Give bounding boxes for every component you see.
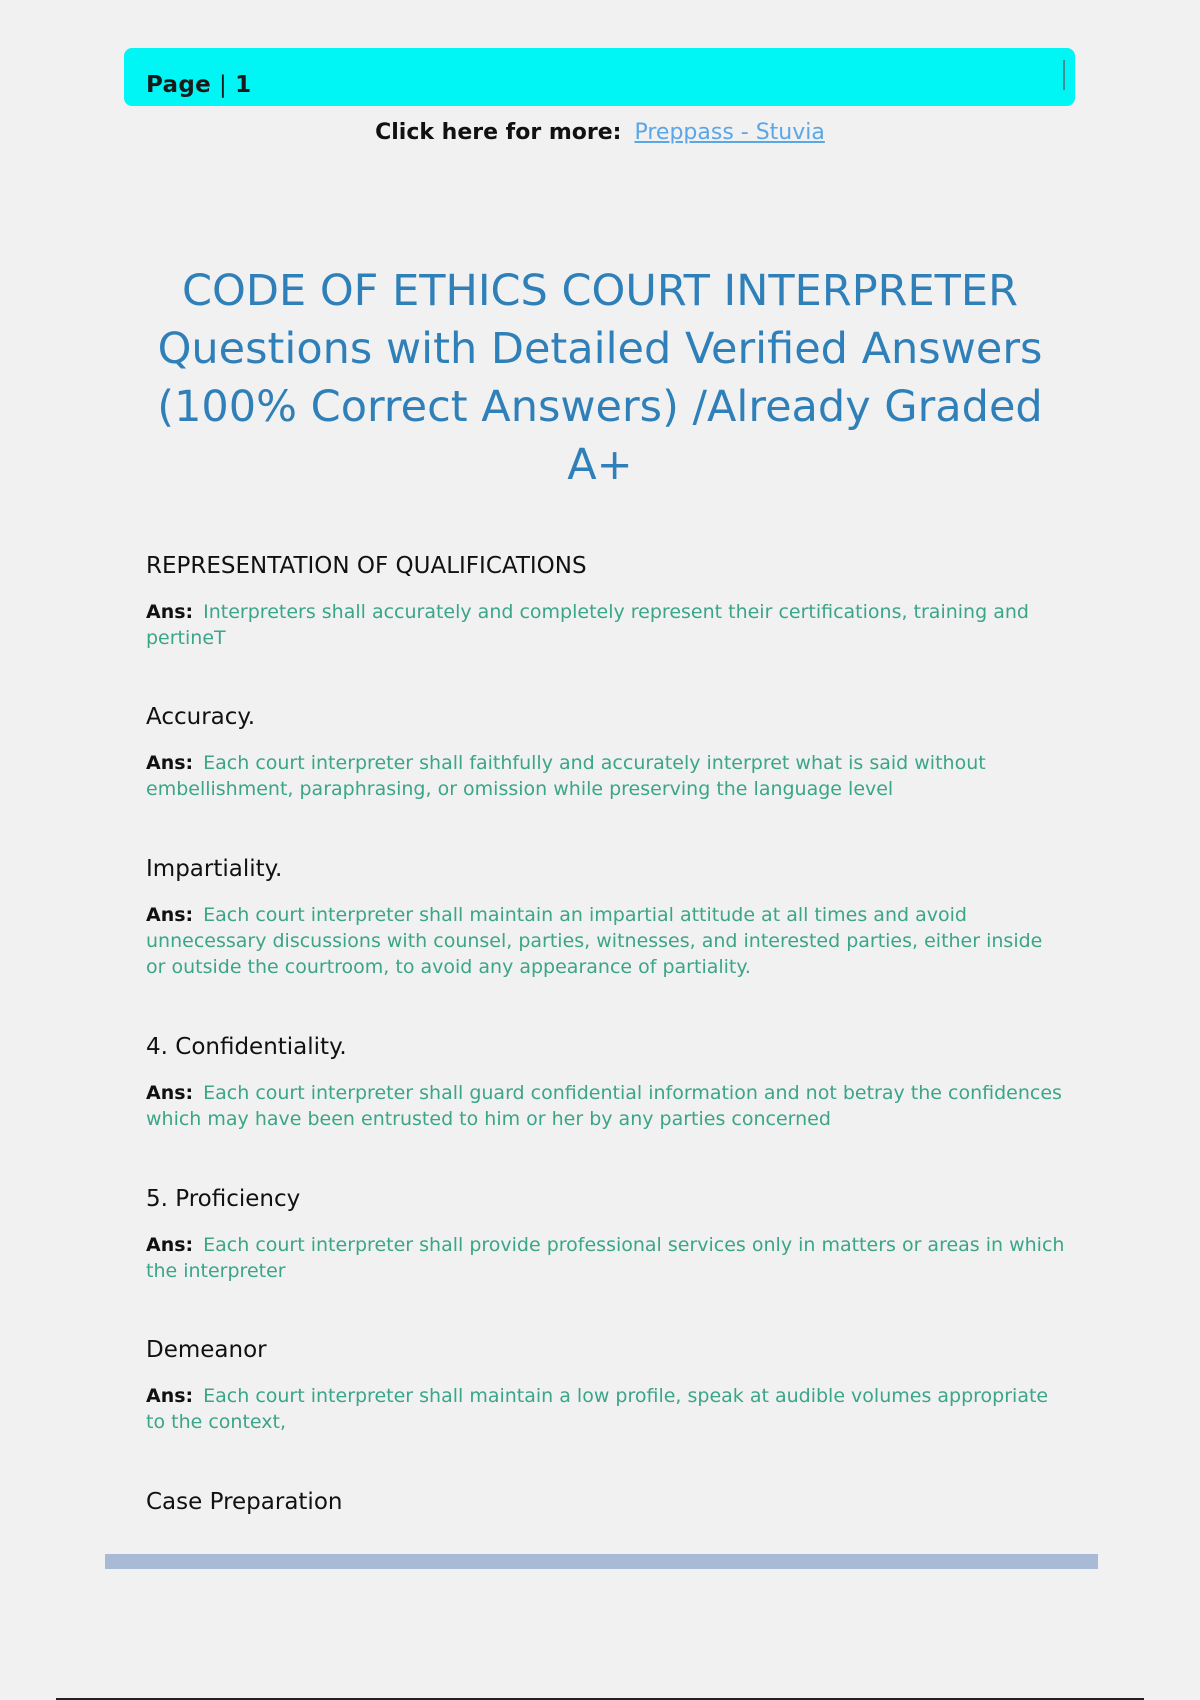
qa-item <box>146 856 1066 980</box>
ans-label: Ans: <box>146 752 194 774</box>
answer <box>146 902 1066 980</box>
question: Case Preparation <box>146 1489 343 1515</box>
ans-label: Ans: <box>146 601 194 623</box>
title-line-2: Questions with Detailed Verified Answers <box>157 324 1043 374</box>
answer-text: Each court interpreter shall maintain a low profile, speak at audible volumes appropriate to the context, <box>146 1385 1049 1433</box>
more-label: Click here for more: <box>375 120 622 145</box>
answer-text: Each court interpreter shall provide professional services only in matters or areas in which the interpreter <box>146 1234 1065 1282</box>
title-line-4: A+ <box>567 440 633 490</box>
answer <box>146 1383 1066 1435</box>
qa-item <box>146 553 1066 651</box>
qa-item <box>146 1186 1066 1284</box>
answer <box>146 1232 1066 1284</box>
answer-text: Interpreters shall accurately and completely represent their certifications, training and pertineT <box>146 601 1029 649</box>
more-link-line <box>0 120 1200 145</box>
document-title <box>130 262 1070 494</box>
page-header <box>124 48 1075 106</box>
answer-text: Each court interpreter shall maintain an impartial attitude at all times and avoid unnecessary discussions with counsel, parties, witnesses, and interested parties, either inside or outside the courtroom, to avoid any appearance of partiality. <box>146 904 1043 978</box>
page-separator: | <box>219 72 228 98</box>
answer-text: Each court interpreter shall faithfully and accurately interpret what is said without embellishment, paraphrasing, or omission while preserving the language level <box>146 752 986 800</box>
answer <box>146 750 1066 802</box>
qa-item <box>146 1489 1066 1515</box>
title-line-1: CODE OF ETHICS COURT INTERPRETER <box>182 266 1018 316</box>
title-line-3: (100% Correct Answers) /Already Graded <box>157 382 1043 432</box>
answer-text: Each court interpreter shall guard confidential information and not betray the confidences which may have been entrusted to him or her by any parties concerned <box>146 1082 1062 1130</box>
question: 5. Proficiency <box>146 1186 301 1212</box>
question: REPRESENTATION OF QUALIFICATIONS <box>146 553 587 579</box>
preppass-stuvia-link[interactable]: Preppass - Stuvia <box>634 120 825 145</box>
question: Impartiality. <box>146 856 283 882</box>
qa-item <box>146 1337 1066 1435</box>
answer <box>146 599 1066 651</box>
answer <box>146 1080 1066 1132</box>
question: 4. Confidentiality. <box>146 1034 347 1060</box>
header-divider <box>1063 60 1065 90</box>
qa-item <box>146 704 1066 802</box>
question: Accuracy. <box>146 704 256 730</box>
page-number-label <box>146 72 251 98</box>
question: Demeanor <box>146 1337 267 1363</box>
ans-label: Ans: <box>146 904 194 926</box>
ans-label: Ans: <box>146 1385 194 1407</box>
footer-bar <box>105 1554 1098 1569</box>
ans-label: Ans: <box>146 1082 194 1104</box>
ans-label: Ans: <box>146 1234 194 1256</box>
page-number: 1 <box>235 72 252 98</box>
page-word: Page <box>146 72 212 98</box>
qa-item <box>146 1034 1066 1132</box>
